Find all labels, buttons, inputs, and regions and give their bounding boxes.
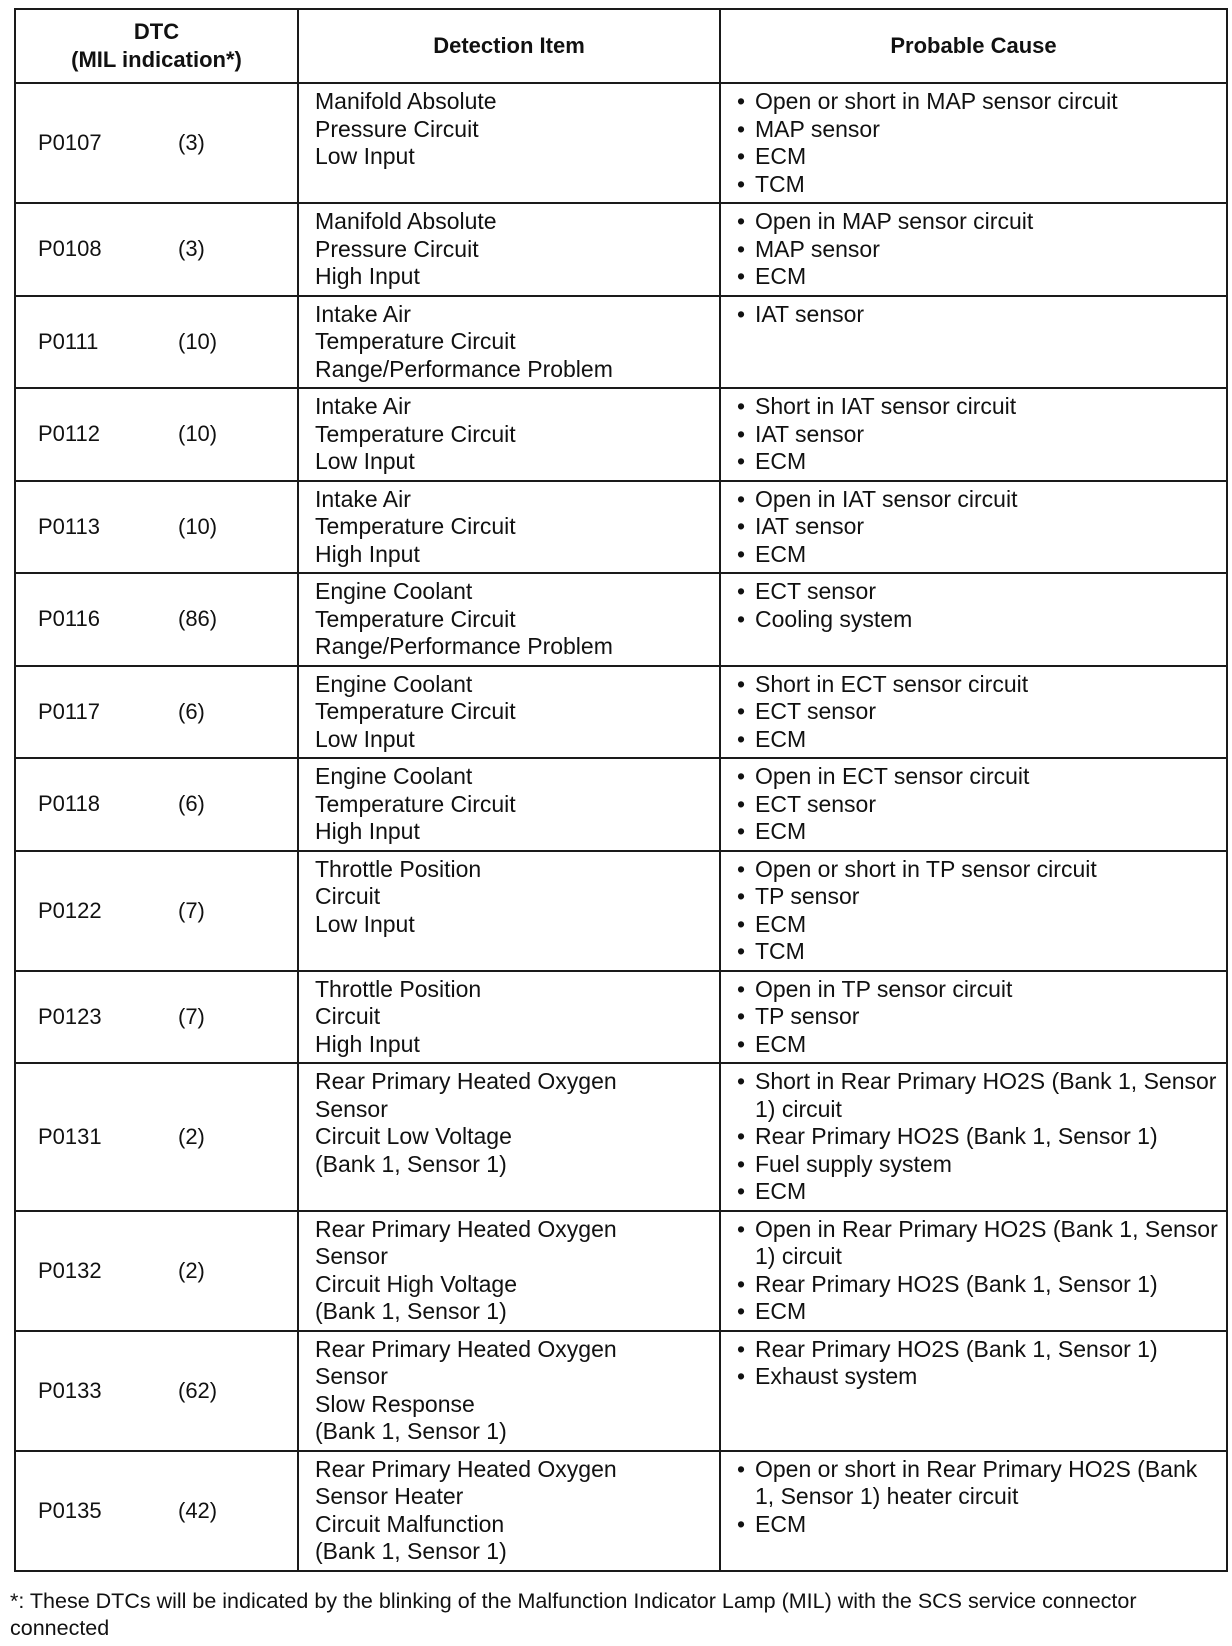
cause-item: • Cooling system [737,606,1218,634]
cause-list [721,482,1226,573]
dtc-code: P0133 [38,1377,102,1403]
detection-line: Temperature Circuit [315,790,516,817]
cause-item: • Rear Primary HO2S (Bank 1, Sensor 1) [737,1123,1218,1151]
cause-item: • Open or short in TP sensor circuit [737,856,1218,884]
detection-line: Circuit High Voltage [315,1270,517,1297]
detection-item-cell [298,1211,720,1331]
cause-item: • Rear Primary HO2S (Bank 1, Sensor 1) [737,1271,1218,1299]
cause-item: • TCM [737,938,1218,966]
probable-cause-cell [720,971,1227,1064]
detection-line: Temperature Circuit [315,605,516,632]
dtc-cell [15,758,298,851]
cause-item: • ECM [737,818,1218,846]
mil-indication: (42) [178,1497,218,1523]
detection-line: (Bank 1, Sensor 1) [315,1538,507,1564]
detection-item-cell [298,388,720,481]
cause-item: • Open or short in MAP sensor circuit [737,88,1218,116]
cause-list [721,84,1226,202]
mil-indication: (6) [178,791,205,817]
cause-item: • Short in Rear Primary HO2S (Bank 1, Sensor 1) circuit [737,1068,1218,1123]
probable-cause-cell [720,388,1227,481]
cause-item: • TP sensor [737,883,1218,911]
cause-item: • Open or short in Rear Primary HO2S (Bank 1, Sensor 1) heater circuit [737,1456,1218,1511]
mil-indication: (86) [178,606,218,632]
probable-cause-cell [720,203,1227,296]
cause-list [721,972,1226,1063]
dtc-code: P0117 [38,698,100,724]
detection-line: Intake Air [315,300,411,327]
detection-line: Intake Air [315,485,411,512]
probable-cause-cell [720,1063,1227,1211]
cause-item: • ECM [737,911,1218,939]
cause-list [721,852,1226,970]
detection-item-cell [298,203,720,296]
cause-item: • Open in IAT sensor circuit [737,486,1218,514]
dtc-code: P0135 [38,1497,102,1523]
mil-indication: (62) [178,1377,218,1403]
cause-item: • ECT sensor [737,698,1218,726]
detection-line: High Input [315,818,420,844]
detection-line: Temperature Circuit [315,420,516,447]
cause-list [721,297,1226,333]
cause-item: • IAT sensor [737,421,1218,449]
detection-line: Engine Coolant [315,578,473,604]
probable-cause-cell [720,1331,1227,1451]
detection-line: Sensor [315,1095,388,1122]
probable-cause-cell [720,758,1227,851]
detection-line: Sensor [315,1243,388,1269]
dtc-cell [15,388,298,481]
table-row [15,388,1227,481]
dtc-cell [15,851,298,971]
detection-line: Temperature Circuit [315,328,516,354]
cause-item: • IAT sensor [737,513,1218,541]
header-dtc [15,9,298,83]
detection-item-cell [298,971,720,1064]
detection-line: Low Input [315,725,415,752]
mil-indication: (2) [178,1123,205,1149]
dtc-cell [15,666,298,759]
detection-item-cell [298,666,720,759]
mil-indication: (3) [178,130,205,155]
dtc-code: P0108 [38,236,102,262]
table-row [15,666,1227,759]
cause-list [721,204,1226,295]
detection-line: High Input [315,1030,420,1057]
mil-indication: (7) [178,897,205,923]
header-probable-cause: Probable Cause [720,9,1227,83]
detection-line: (Bank 1, Sensor 1) [315,1418,507,1444]
probable-cause-cell [720,851,1227,971]
cause-item: • IAT sensor [737,301,1218,329]
probable-cause-cell [720,666,1227,759]
mil-indication: (10) [178,421,218,447]
detection-line: High Input [315,263,420,289]
dtc-code: P0123 [38,1003,102,1029]
probable-cause-cell [720,1451,1227,1571]
header-row [15,9,1227,83]
cause-list [721,1332,1226,1395]
dtc-code: P0113 [38,513,100,539]
detection-item-cell [298,851,720,971]
detection-item-cell [298,573,720,666]
header-dtc-line1: DTC [133,19,180,44]
cause-item: • ECT sensor [737,578,1218,606]
dtc-code: P0132 [38,1257,102,1283]
mil-indication: (10) [178,328,218,354]
table-row [15,758,1227,851]
dtc-code: P0131 [38,1123,102,1149]
table-row [15,573,1227,666]
detection-item-cell [298,1331,720,1451]
detection-line: Manifold Absolute [315,208,497,234]
cause-list [721,1452,1226,1543]
probable-cause-cell [720,1211,1227,1331]
cause-list [721,667,1226,758]
detection-line: Pressure Circuit [315,235,479,262]
dtc-cell [15,83,298,203]
cause-item: • Short in IAT sensor circuit [737,393,1218,421]
detection-line: Throttle Position [315,855,482,882]
detection-line: Slow Response [315,1390,475,1417]
table-row [15,481,1227,574]
detection-line: (Bank 1, Sensor 1) [315,1298,507,1324]
detection-line: Intake Air [315,393,411,419]
dtc-cell [15,1211,298,1331]
cause-item: • ECM [737,1511,1218,1539]
probable-cause-cell [720,83,1227,203]
table-row [15,83,1227,203]
table-row [15,296,1227,389]
footnote: *: These DTCs will be indicated by the blinking of the Malfunction Indicator Lamp (MIL) with the SCS service connector connected [10,1589,1137,1640]
cause-item: • Open in TP sensor circuit [737,976,1218,1004]
table-row [15,1063,1227,1211]
cause-item: • ECM [737,448,1218,476]
dtc-cell [15,296,298,389]
detection-item-cell [298,296,720,389]
detection-item-cell [298,1063,720,1211]
detection-line: Sensor Heater [315,1483,464,1509]
dtc-cell [15,481,298,574]
detection-line: Low Input [315,143,415,169]
probable-cause-cell [720,296,1227,389]
detection-line: Manifold Absolute [315,88,497,114]
cause-item: • ECM [737,143,1218,171]
cause-item: • ECM [737,1298,1218,1326]
cause-item: • Rear Primary HO2S (Bank 1, Sensor 1) [737,1336,1218,1364]
dtc-code: P0107 [38,130,102,155]
header-dtc-line2: (MIL indication*) [71,47,242,72]
mil-indication: (7) [178,1003,205,1029]
detection-line: Low Input [315,448,415,474]
detection-line: Sensor [315,1363,388,1389]
detection-line: Pressure Circuit [315,115,479,142]
cause-item: • TP sensor [737,1003,1218,1031]
dtc-code: P0122 [38,897,102,923]
cause-item: • ECM [737,541,1218,569]
cause-item: • TCM [737,171,1218,199]
cause-item: • Exhaust system [737,1363,1218,1391]
detection-line: (Bank 1, Sensor 1) [315,1150,507,1177]
table-row [15,1331,1227,1451]
table-row [15,851,1227,971]
dtc-cell [15,1063,298,1211]
detection-line: Low Input [315,910,415,937]
detection-line: Throttle Position [315,975,482,1002]
cause-item: • ECT sensor [737,791,1218,819]
detection-line: Circuit [315,883,381,909]
detection-item-cell [298,83,720,203]
mil-indication: (3) [178,236,205,262]
dtc-code: P0118 [38,791,100,817]
cause-item: • MAP sensor [737,236,1218,264]
table-row [15,1451,1227,1571]
detection-line: Rear Primary Heated Oxygen [315,1455,617,1482]
cause-list [721,1064,1226,1210]
mil-indication: (10) [178,513,218,539]
cause-item: • Short in ECT sensor circuit [737,671,1218,699]
dtc-code: P0112 [38,421,100,447]
dtc-cell [15,1451,298,1571]
detection-line: Temperature Circuit [315,698,516,724]
detection-line: Range/Performance Problem [315,633,613,659]
table-row [15,1211,1227,1331]
cause-list [721,389,1226,480]
detection-line: Circuit [315,1003,381,1029]
detection-line: Range/Performance Problem [315,355,613,382]
dtc-cell [15,573,298,666]
cause-item: • Open in ECT sensor circuit [737,763,1218,791]
cause-list [721,759,1226,850]
probable-cause-cell [720,481,1227,574]
dtc-cell [15,203,298,296]
detection-line: Rear Primary Heated Oxygen [315,1215,617,1242]
header-detection-item: Detection Item [298,9,720,83]
detection-line: Temperature Circuit [315,513,516,539]
cause-item: • Fuel supply system [737,1151,1218,1179]
cause-item: • Open in Rear Primary HO2S (Bank 1, Sensor 1) circuit [737,1216,1218,1271]
dtc-cell [15,971,298,1064]
table-body [15,83,1227,1571]
cause-item: • Open in MAP sensor circuit [737,208,1218,236]
detection-line: Engine Coolant [315,670,473,697]
cause-item: • ECM [737,263,1218,291]
cause-list [721,1212,1226,1330]
dtc-code: P0116 [38,606,100,632]
mil-indication: (2) [178,1257,205,1283]
detection-line: Rear Primary Heated Oxygen [315,1335,617,1362]
cause-list [721,574,1226,637]
cause-item: • ECM [737,726,1218,754]
table-row [15,203,1227,296]
dtc-table [14,8,1228,1572]
detection-item-cell [298,1451,720,1571]
detection-line: Circuit Low Voltage [315,1123,512,1149]
cause-item: • ECM [737,1031,1218,1059]
detection-line: Rear Primary Heated Oxygen [315,1068,617,1094]
detection-item-cell [298,758,720,851]
probable-cause-cell [720,573,1227,666]
detection-item-cell [298,481,720,574]
table-header [15,9,1227,83]
detection-line: High Input [315,540,420,567]
cause-item: • ECM [737,1178,1218,1206]
cause-item: • MAP sensor [737,116,1218,144]
table-row [15,971,1227,1064]
detection-line: Engine Coolant [315,763,473,789]
mil-indication: (6) [178,698,205,724]
dtc-cell [15,1331,298,1451]
dtc-code: P0111 [38,328,99,354]
detection-line: Circuit Malfunction [315,1510,505,1537]
